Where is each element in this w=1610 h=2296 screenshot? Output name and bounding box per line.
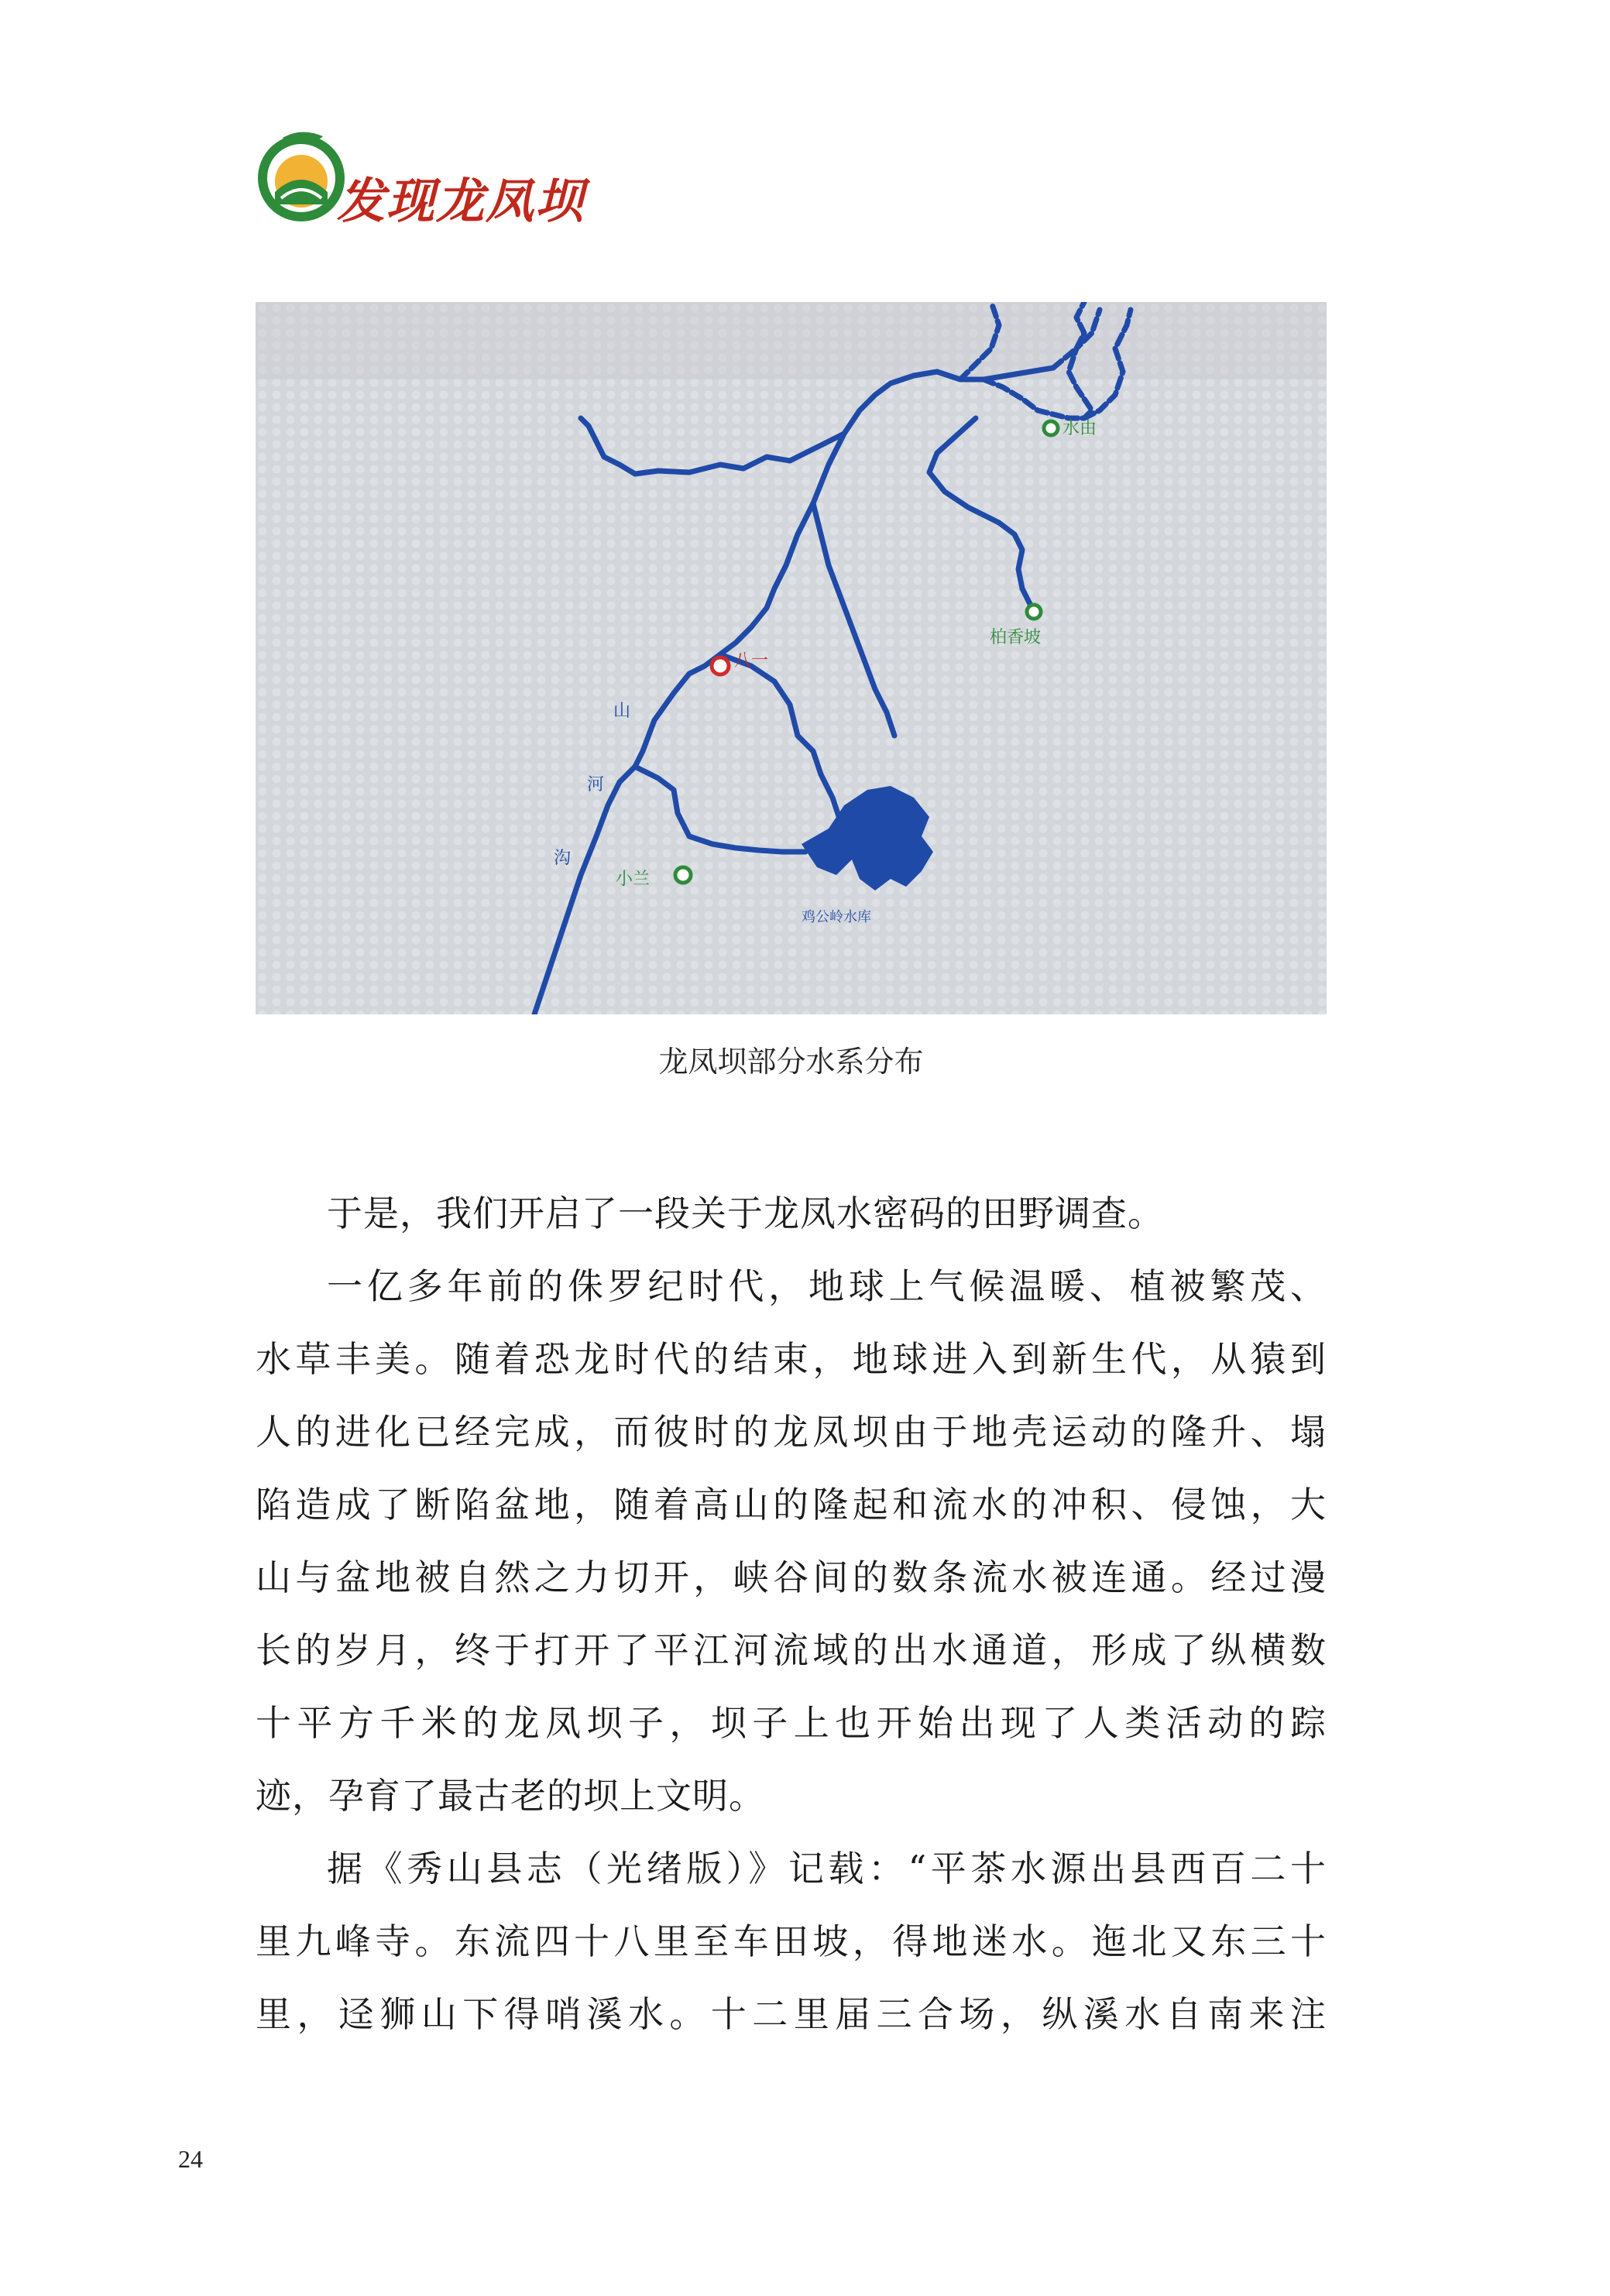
figure-caption: 龙凤坝部分水系分布 bbox=[658, 1045, 924, 1079]
marker-shuiyou bbox=[1044, 421, 1058, 435]
header-title: 发现龙凤坝 bbox=[337, 173, 585, 229]
water-system-map bbox=[256, 302, 1327, 1014]
text-line: 迹，孕育了最古老的坝上文明。 bbox=[256, 1775, 765, 1817]
label-shuiyou: 水由 bbox=[1062, 419, 1097, 438]
text-line: 一亿多年前的侏罗纪时代，地球上气候温暖、植被繁茂、 bbox=[327, 1265, 1327, 1307]
label-river-3: 沟 bbox=[554, 849, 572, 868]
paragraph bbox=[256, 1177, 1327, 1250]
dragon-phoenix-logo-icon bbox=[252, 127, 351, 226]
label-xiaosan: 小兰 bbox=[616, 870, 651, 889]
text-line: 里九峰寺。东流四十八里至车田坡，得地迷水。迤北又东三十 bbox=[256, 1920, 1327, 1962]
text-line: 人的进化已经完成，而彼时的龙凤坝由于地壳运动的隆升、塌 bbox=[256, 1411, 1327, 1453]
map-background bbox=[256, 302, 1327, 1014]
label-reservoir: 鸡公岭水库 bbox=[802, 909, 871, 925]
text-line: 十平方千米的龙凤坝子，坝子上也开始出现了人类活动的踪 bbox=[256, 1702, 1327, 1744]
text-line: 于是，我们开启了一段关于龙凤水密码的田野调查。 bbox=[327, 1193, 1164, 1234]
paragraph bbox=[256, 1832, 1327, 2051]
marker-xiaosan bbox=[675, 867, 691, 883]
text-line: 陷造成了断陷盆地，随着高山的隆起和流水的冲积、侵蚀，大 bbox=[256, 1484, 1327, 1526]
page-number: 24 bbox=[178, 2145, 203, 2173]
marker-baixiangpo bbox=[1027, 605, 1041, 619]
page-header bbox=[252, 124, 608, 232]
text-line: 里，迳狮山下得哨溪水。十二里届三合场，纵溪水自南来注 bbox=[256, 1993, 1327, 2035]
label-river-2: 河 bbox=[587, 775, 605, 795]
paragraph bbox=[256, 1250, 1327, 1832]
label-baixiangpo: 柏香坡 bbox=[990, 628, 1042, 647]
text-line: 长的岁月，终于打开了平江河流域的出水通道，形成了纵横数 bbox=[256, 1629, 1327, 1671]
text-line: 山与盆地被自然之力切开，峡谷间的数条流水被连通。经过漫 bbox=[256, 1556, 1327, 1598]
body-text bbox=[256, 1177, 1327, 2051]
marker-bayi bbox=[712, 657, 729, 674]
text-line: 水草丰美。随着恐龙时代的结束，地球进入到新生代，从猿到 bbox=[256, 1338, 1327, 1380]
label-bayi: 八一 bbox=[734, 651, 769, 671]
label-river-1: 山 bbox=[613, 702, 631, 721]
text-line: 据《秀山县志（光绪版）》记载：“平茶水源出县西百二十 bbox=[327, 1848, 1327, 1889]
